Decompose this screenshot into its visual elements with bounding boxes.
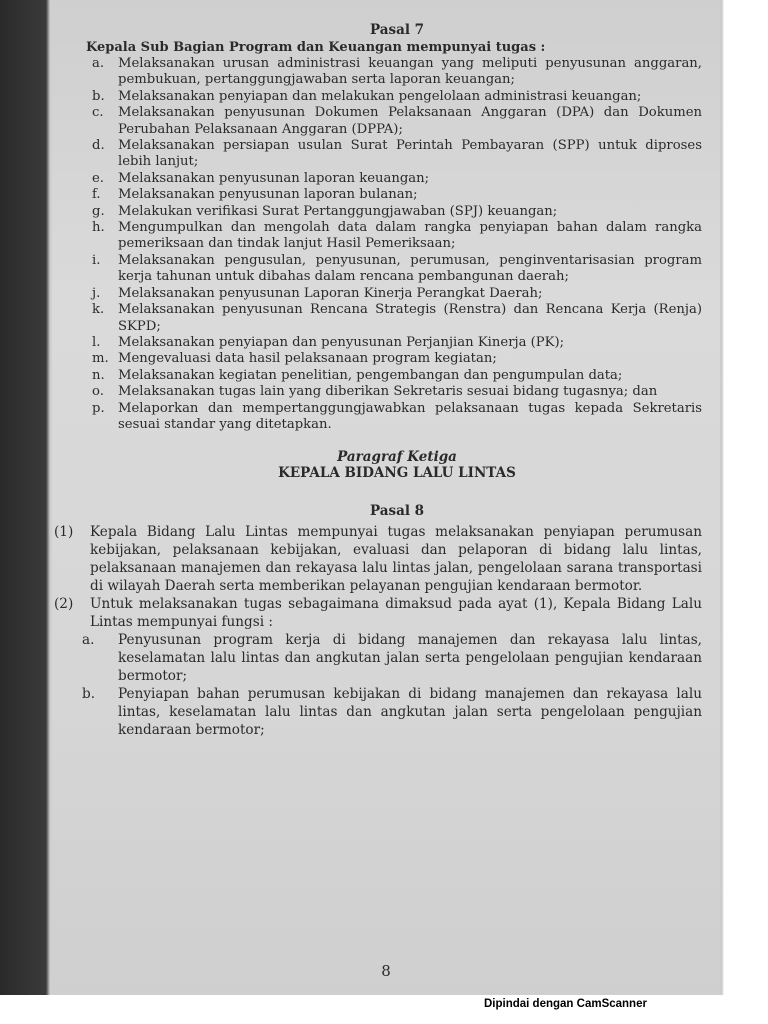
camscanner-footer: Dipindai dengan CamScanner xyxy=(484,998,647,1010)
list-item: k. Melaksanakan penyusunan Rencana Strategis (Renstra) dan Rencana Kerja (Renja) SKPD; xyxy=(92,302,702,334)
list-item: i. Melaksanakan pengusulan, penyusunan, perumusan, penginventarisasian program kerja tahunan untuk dibahas dalam rencana pembangunan daerah; xyxy=(92,252,702,285)
list-item: l. Melaksanakan penyiapan dan penyusunan Perjanjian Kinerja (PK); xyxy=(92,334,565,350)
fungsi-item: a. Penyusunan program kerja di bidang manajemen dan rekayasa lalu lintas, keselamatan lalu lintas dan angkutan jalan serta pengelolaan pengujian kendaraan bermotor; xyxy=(82,632,702,685)
list-item: n. Melaksanakan kegiatan penelitian, pengembangan dan pengumpulan data; xyxy=(92,367,623,383)
list-item: j. Melaksanakan penyusunan Laporan Kinerja Perangkat Daerah; xyxy=(92,285,543,301)
ayat-2: (2) Untuk melaksanakan tugas sebagaimana dimaksud pada ayat (1), Kepala Bidang Lalu Lintas mempunyai fungsi : xyxy=(54,596,702,631)
list-item: o. Melaksanakan tugas lain yang diberikan Sekretaris sesuai bidang tugasnya; dan xyxy=(92,384,658,400)
section-heading: KEPALA BIDANG LALU LINTAS xyxy=(278,465,516,482)
list-item: f. Melaksanakan penyusunan laporan bulanan; xyxy=(92,187,418,203)
list-item: g. Melakukan verifikasi Surat Pertanggungjawaban (SPJ) keuangan; xyxy=(92,203,558,219)
list-item: c. Melaksanakan penyusunan Dokumen Pelaksanaan Anggaran (DPA) dan Dokumen Perubahan Pelaksanaan Anggaran (DPPA); xyxy=(92,105,702,137)
page-content xyxy=(54,22,702,739)
document-page xyxy=(52,0,720,995)
pasal-7-title: Pasal 7 xyxy=(369,22,425,38)
pasal-7-list xyxy=(92,56,702,433)
list-item: e. Melaksanakan penyusunan laporan keuangan; xyxy=(92,170,430,186)
list-item: p. Melaporkan dan mempertanggungjawabkan pelaksanaan tugas kepada Sekretaris sesuai standar yang ditetapkan. xyxy=(92,400,702,432)
pasal-7-lead: Kepala Sub Bagian Program dan Keuangan mempunyai tugas : xyxy=(86,40,546,55)
list-item: d. Melaksanakan persiapan usulan Surat Perintah Pembayaran (SPP) untuk diproses lebih lanjut; xyxy=(92,138,702,170)
ayat-1: (1) Kepala Bidang Lalu Lintas mempunyai tugas melaksanakan penyiapan perumusan kebijakan, pelaksanaan kebijakan, evaluasi dan pelaporan di bidang lalu lintas, pelaksanaan manajemen dan rekayasa lalu lintas jalan, pengelolaan sarana transportasi di wilayah Daerah serta memberikan pelayanan pengujian kendaraan bermotor. xyxy=(54,524,702,595)
list-item: b. Melaksanakan penyiapan dan melakukan pengelolaan administrasi keuangan; xyxy=(92,88,642,104)
page-number: 8 xyxy=(381,962,391,980)
list-item: a. Melaksanakan urusan administrasi keuangan yang meliputi penyusunan anggaran, pembukuan, pertanggungjawaban serta laporan keuangan; xyxy=(92,56,702,88)
paragraf-title: Paragraf Ketiga xyxy=(337,449,457,466)
fungsi-item: b. Penyiapan bahan perumusan kebijakan di bidang manajemen dan rekayasa lalu lintas, keselamatan lalu lintas dan angkutan jalan serta pengelolaan pengujian kendaraan bermotor; xyxy=(82,686,702,739)
list-item: h. Mengumpulkan dan mengolah data dalam rangka penyiapan bahan dalam rangka pemeriksaan dan tindak lanjut Hasil Pemeriksaan; xyxy=(92,220,702,252)
list-item: m. Mengevaluasi data hasil pelaksanaan program kegiatan; xyxy=(92,351,497,367)
pasal-8-title: Pasal 8 xyxy=(369,503,425,520)
